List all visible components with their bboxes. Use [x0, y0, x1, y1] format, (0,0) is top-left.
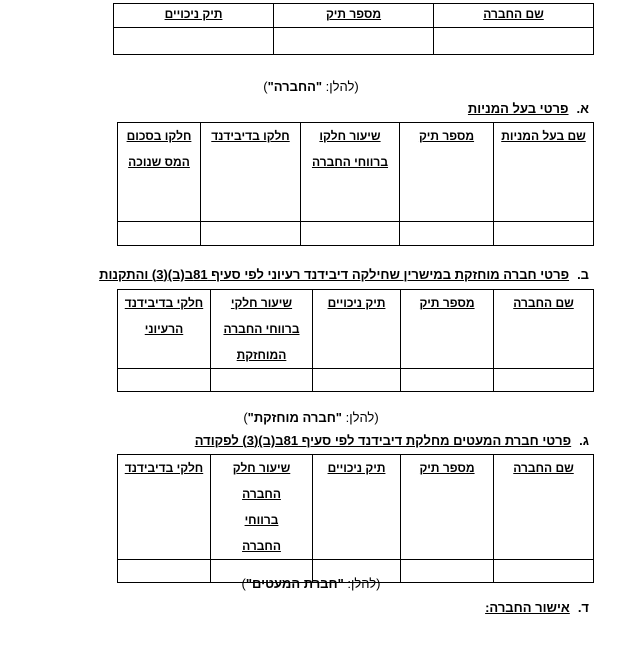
section-g-heading: ג. פרטי חברת המעטים מחלקת דיבידנד לפי סעיף 81ב(ב)(3) לפקודה: [194, 433, 589, 448]
note-company: (להלן: "החברה"): [263, 79, 359, 94]
header-tax-share: חלקו בסכום המס שנוכה: [118, 123, 201, 222]
header-file-number: מספר תיק: [401, 455, 494, 560]
input-file-number[interactable]: [274, 28, 434, 55]
input-company-name[interactable]: [494, 369, 594, 392]
input-deductions-file[interactable]: [313, 369, 401, 392]
header-company-name: שם החברה: [494, 455, 594, 560]
note-held-company: (להלן: "חברה מוחזקת"): [243, 410, 379, 425]
input-file-number[interactable]: [401, 369, 494, 392]
top-company-table: [113, 3, 594, 55]
note-few-company: (להלן: "חברת המעטים"): [241, 576, 381, 591]
input-deductions-file[interactable]: [114, 28, 274, 55]
input-shareholder-name[interactable]: [494, 222, 594, 246]
input-notional-dividend[interactable]: [118, 369, 211, 392]
input-dividend-share[interactable]: [201, 222, 301, 246]
section-a-heading: א. פרטי בעל המניות: [467, 101, 589, 116]
held-company-table: [117, 289, 594, 392]
header-deductions-file: תיק ניכויים: [313, 290, 401, 369]
header-file-number: מספר תיק: [274, 4, 434, 28]
shareholder-table: [117, 122, 594, 246]
section-d-heading: ד. אישור החברה:: [485, 600, 589, 615]
header-company-name: שם החברה: [434, 4, 594, 28]
input-profit-share[interactable]: [301, 222, 400, 246]
header-file-number: מספר תיק: [400, 123, 494, 222]
input-profit-share-held[interactable]: [211, 369, 313, 392]
header-file-number: מספר תיק: [401, 290, 494, 369]
header-dividend-share: חלקי בדיבידנד: [118, 455, 211, 560]
input-file-number[interactable]: [400, 222, 494, 246]
section-b-heading: ב. פרטי חברה מוחזקת במישרין שחילקה דיבידנד רעיוני לפי סעיף 81ב(ב)(3) והתקנות: [99, 267, 589, 282]
header-company-name: שם החברה: [494, 290, 594, 369]
header-deductions-file: תיק ניכויים: [313, 455, 401, 560]
header-deductions-file: תיק ניכויים: [114, 4, 274, 28]
header-profit-share: שיעור חלקו ברווחי החברה: [301, 123, 400, 222]
header-notional-dividend: חלקי בדיבידנד הרעיוני: [118, 290, 211, 369]
header-shareholder-name: שם בעל המניות: [494, 123, 594, 222]
input-company-name[interactable]: [434, 28, 594, 55]
input-tax-share[interactable]: [118, 222, 201, 246]
header-dividend-share: חלקו בדיבידנד: [201, 123, 301, 222]
few-company-table: [117, 454, 594, 583]
header-company-profit-share: שיעור חלק החברה ברווחי החברה: [211, 455, 313, 560]
header-profit-share-held: שיעור חלקי ברווחי החברה המוחזקת: [211, 290, 313, 369]
